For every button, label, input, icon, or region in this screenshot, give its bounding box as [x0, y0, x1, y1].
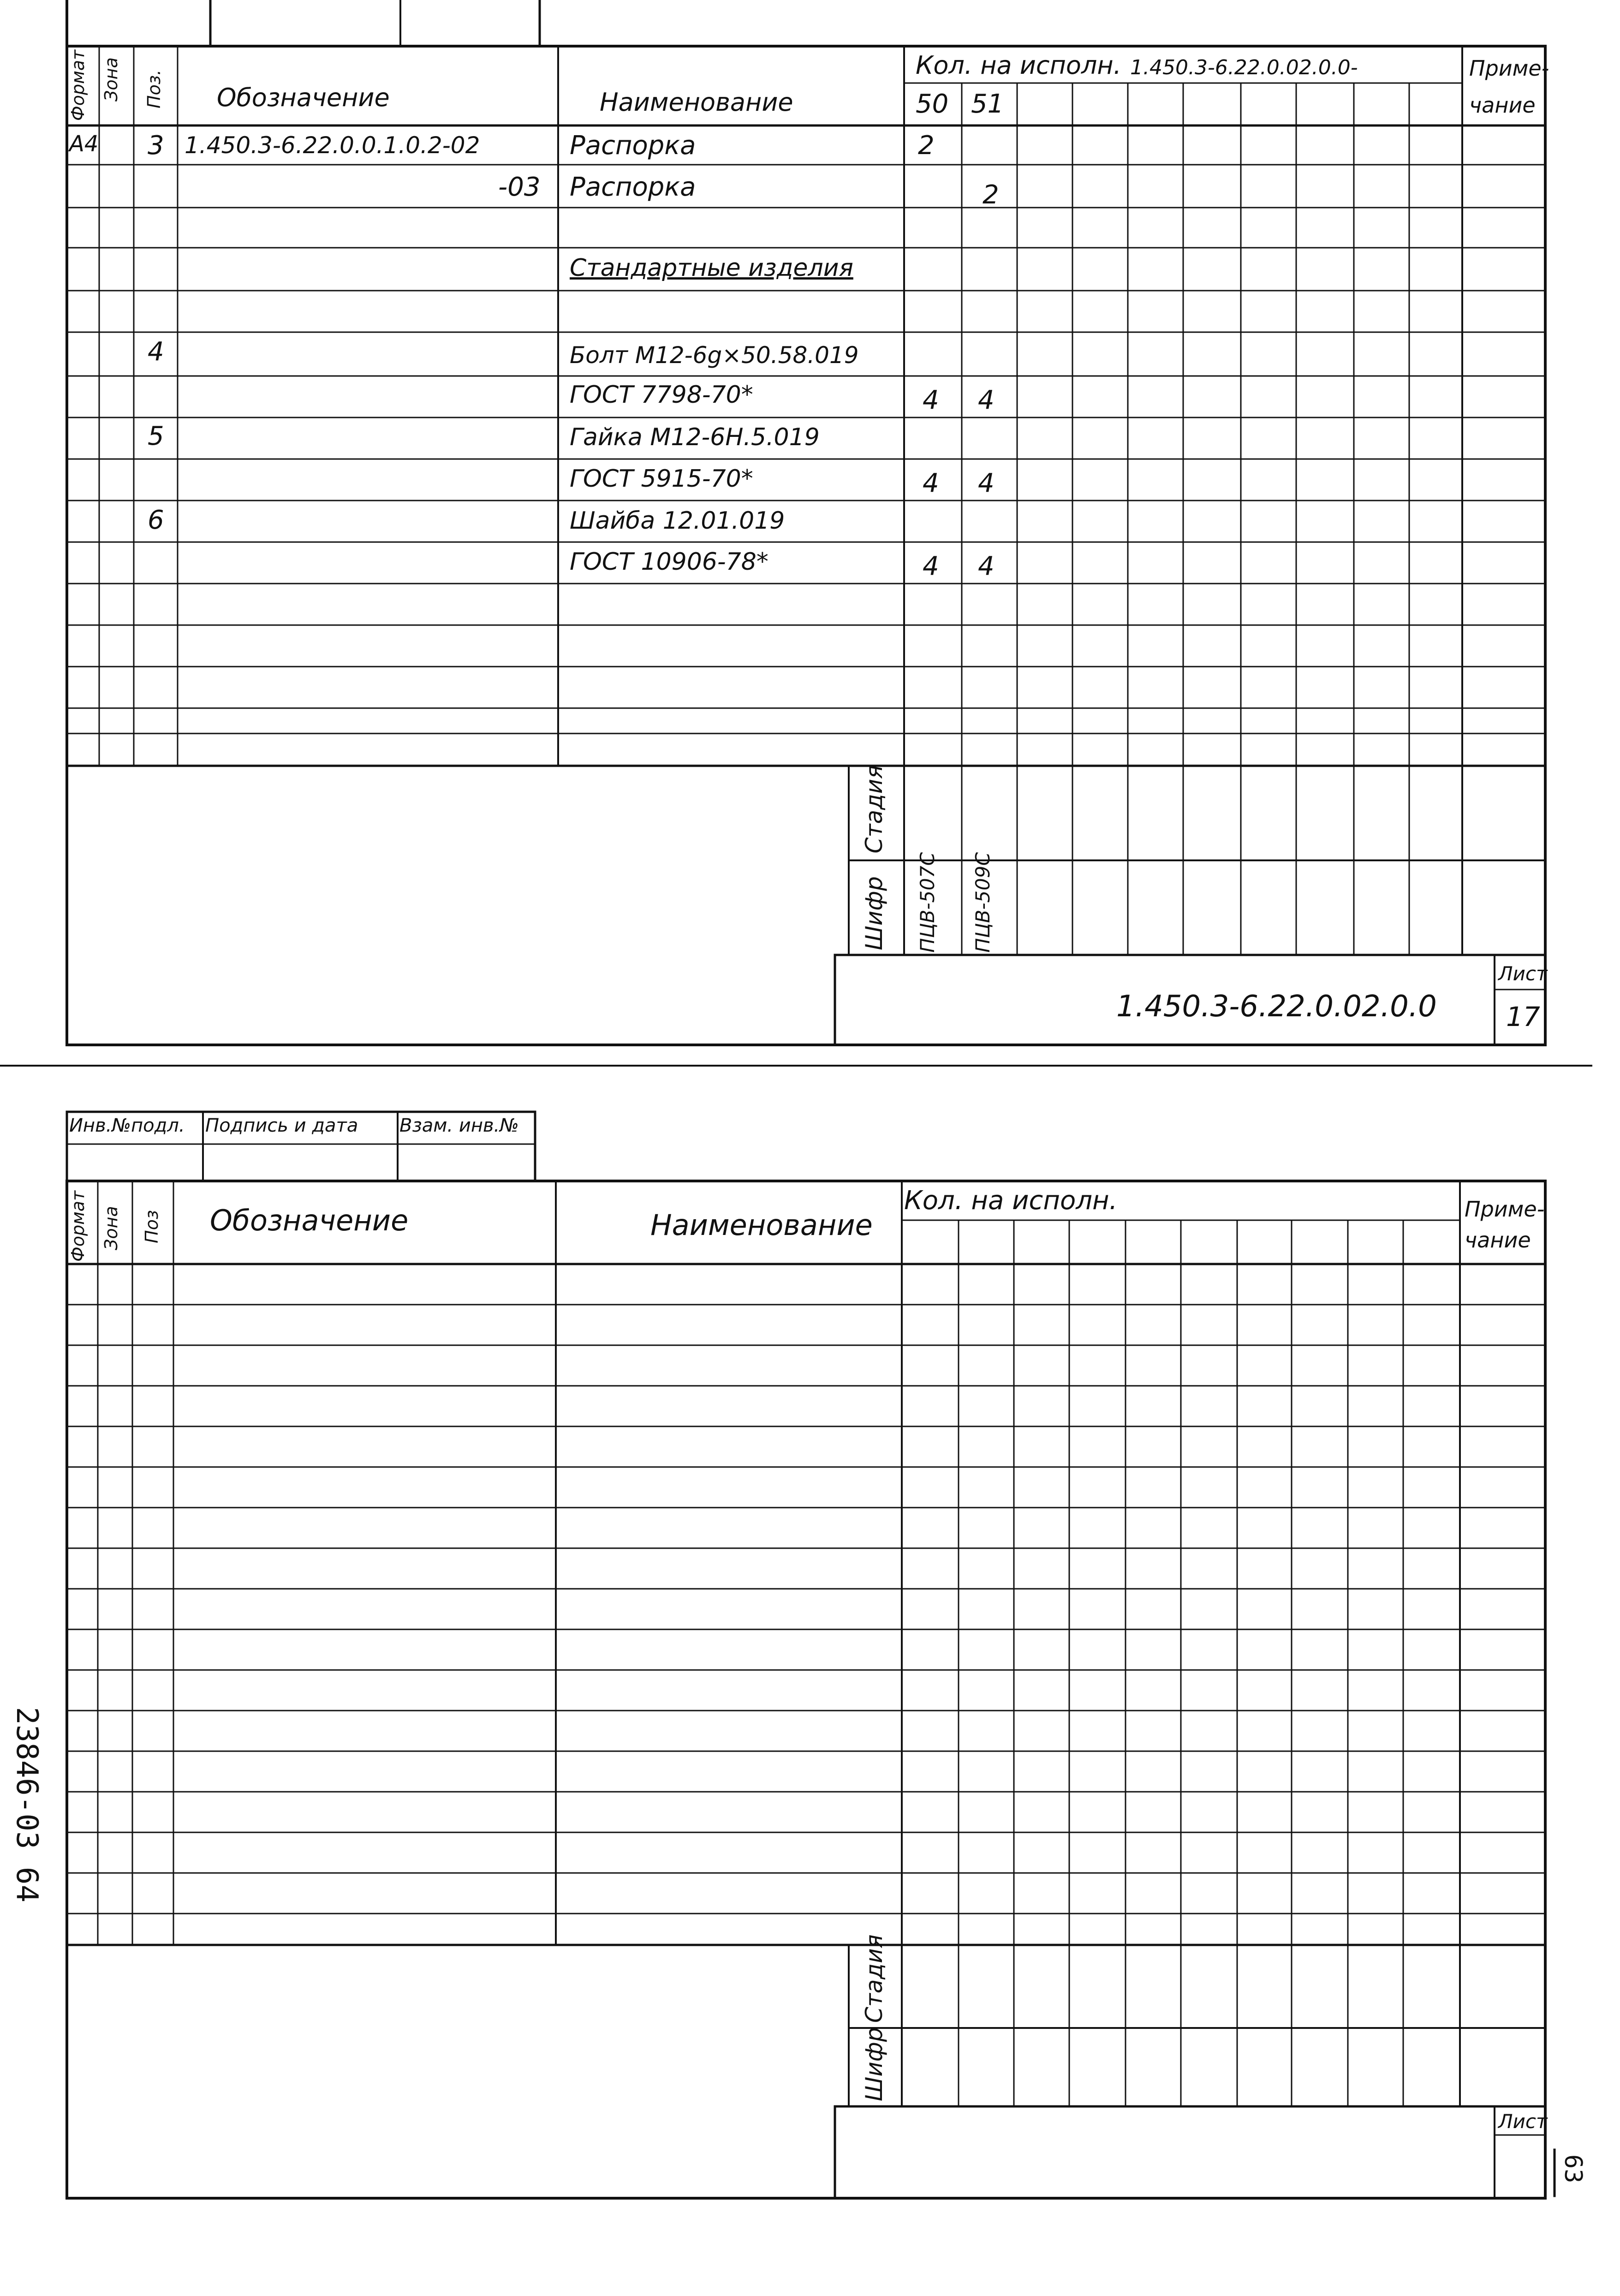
- col-header-note-2: чание: [1469, 93, 1536, 118]
- code-51: ПЦВ-509С: [971, 852, 994, 953]
- col-header-note-2-2: чание: [1465, 1228, 1531, 1252]
- col-header-format: Формат: [68, 49, 88, 121]
- row-5-qty-51: 4: [978, 385, 995, 415]
- col-header-note-1: Приме-: [1469, 56, 1549, 81]
- col-header-note-1-2: Приме-: [1465, 1197, 1545, 1222]
- row-9-name: ГОСТ 10906-78*: [570, 548, 768, 576]
- col-header-pos: Поз.: [144, 69, 164, 108]
- col-header-qty: Кол. на исполн.: [916, 51, 1121, 80]
- row-5-qty-50: 4: [923, 385, 939, 415]
- col-header-zone: Зона: [101, 57, 121, 101]
- row-4-name: Болт М12-6g×50.58.019: [570, 342, 859, 369]
- stamp-sign: Подпись и дата: [205, 1115, 358, 1136]
- row-8-name: Шайба 12.01.019: [570, 507, 785, 535]
- row-9-qty-51: 4: [978, 551, 995, 581]
- stage-label: Стадия: [861, 765, 887, 853]
- row-7-qty-50: 4: [923, 468, 939, 498]
- col-header-pos-2: Поз: [142, 1210, 162, 1243]
- row-2-name: Распорка: [570, 172, 696, 202]
- document-number: 1.450.3-6.22.0.02.0.0: [1116, 990, 1437, 1024]
- row-8-pos: 6: [148, 505, 164, 535]
- code-label-2: Шифр: [861, 2027, 887, 2101]
- section-standard-parts: Стандартные изделия: [570, 254, 853, 282]
- side-archive-mark: 23846-03 64: [10, 1707, 44, 1902]
- col-header-format-2: Формат: [68, 1190, 88, 1262]
- col-header-name-2: Наименование: [650, 1208, 873, 1242]
- col-header-designation: Обозначение: [217, 83, 390, 112]
- sheet-label-2: Лист: [1498, 2110, 1548, 2133]
- sheet-label: Лист: [1498, 962, 1548, 985]
- col-header-qty-2: Кол. на исполн.: [904, 1186, 1118, 1216]
- variant-51: 51: [971, 89, 1004, 119]
- row-1-name: Распорка: [570, 131, 696, 161]
- row-4-pos: 4: [148, 337, 164, 367]
- col-header-designation-2: Обозначение: [210, 1204, 409, 1237]
- row-1-pos: 3: [148, 131, 164, 161]
- qty-doc-number: 1.450.3-6.22.0.02.0.0-: [1130, 56, 1358, 79]
- corner-page-mark: 63: [1559, 2154, 1587, 2183]
- row-9-qty-50: 4: [923, 551, 939, 581]
- col-header-zone-2: Зона: [101, 1206, 121, 1250]
- variant-50: 50: [916, 89, 949, 119]
- stamp-inv: Инв.№подл.: [69, 1115, 185, 1136]
- row-1-designation: 1.450.3-6.22.0.0.1.0.2-02: [185, 132, 480, 159]
- row-6-pos: 5: [148, 421, 164, 451]
- row-7-qty-51: 4: [978, 468, 995, 498]
- row-6-name: Гайка М12-6Н.5.019: [570, 423, 820, 451]
- col-header-name: Наименование: [600, 88, 793, 117]
- row-5-name: ГОСТ 7798-70*: [570, 381, 753, 409]
- row-2-designation: -03: [498, 172, 541, 202]
- stage-label-2: Стадия: [861, 1934, 887, 2023]
- code-50: ПЦВ-507С: [916, 852, 939, 953]
- sheet-number: 17: [1506, 1001, 1540, 1032]
- row-1-qty-50: 2: [918, 131, 935, 161]
- stamp-vzam: Взам. инв.№: [399, 1115, 519, 1136]
- code-label: Шифр: [861, 876, 887, 950]
- row-7-name: ГОСТ 5915-70*: [570, 465, 753, 493]
- row-2-qty-51: 2: [983, 180, 999, 210]
- row-1-format: А4: [69, 131, 99, 157]
